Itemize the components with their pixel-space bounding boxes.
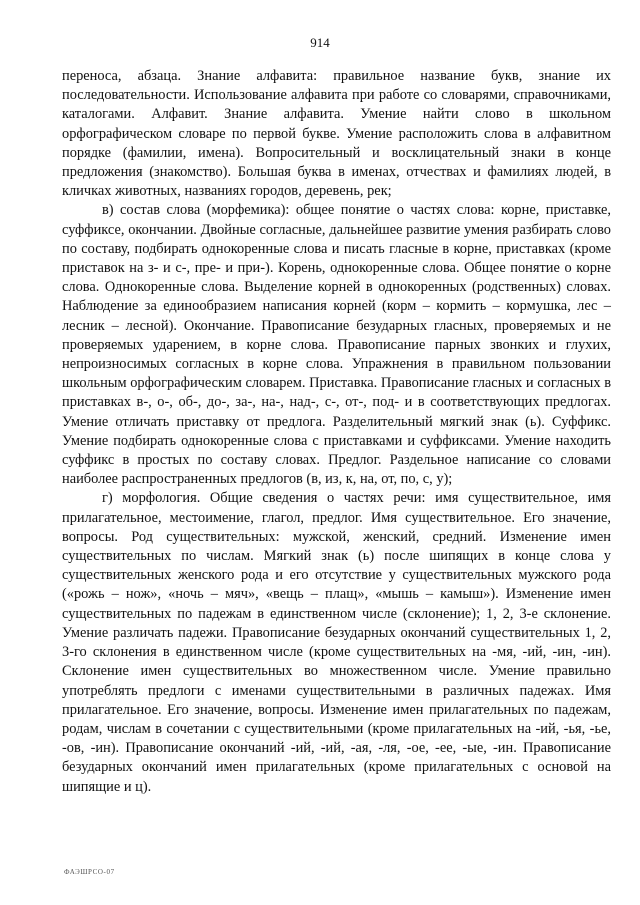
- page-number: 914: [310, 35, 330, 50]
- paragraph-word-structure: в) состав слова (морфемика): общее понятие о частях слова: корне, приставке, суффиксе, окончании. Двойные согласные, дальнейшее развитие умения разбирать слово по составу, подбирать однокоренные слова и писать гласные в корне, приставках (кроме приставок на з- и с-, пре- и при-). Корень, однокоренные слова. Общее понятие о корне слова. Однокоренные слова. Выделение корней в однокоренных (родственных) словах. Наблюдение за единообразием написания корней (корм – кормить – кормушка, лес – лесник – лесной). Окончание. Правописание безударных гласных, проверяемых и не проверяемых ударением, в корне слова. Правописание парных звонких и глухих, непроизносимых согласных в корне слова. Упражнения в правильном пользовании школьным орфографическим словарем. Приставка. Правописание гласных и согласных в приставках в-, о-, об-, до-, за-, на-, над-, с-, от-, под- и в соответствующих предлогах. Умение отличать приставку от предлога. Разделительный мягкий знак (ь). Суффикс. Умение подбирать однокоренные слова с приставками и суффиксами. Умение находить суффикс в простых по составу словах. Предлог. Раздельное написание со словами наиболее распространенных предлогов (в, из, к, на, от, по, с, у);: [62, 202, 611, 488]
- paragraph-continuation: переноса, абзаца. Знание алфавита: правильное название букв, знание их последовательности. Использование алфавита при работе со словарями, справочниками, каталогами. Алфавит. Знание алфавита. Умение найти слово в школьном орфографическом словаре по первой букве. Умение расположить слова в алфавитном порядке (фамилии, имена). Вопросительный и восклицательный знаки в конце предложения (знакомство). Большая буква в именах, отчествах и фамилиях людей, в кличках животных, названиях городов, деревень, рек;: [62, 68, 611, 200]
- body-text: [62, 67, 611, 797]
- footer-document-code: ФАЭШРСО-07: [64, 868, 115, 876]
- paragraph-morphology: г) морфология. Общие сведения о частях речи: имя существительное, имя прилагательное, местоимение, глагол, предлог. Имя существительное. Его значение, вопросы. Род существительных: мужской, женский, средний. Изменение имен существительных по числам. Мягкий знак (ь) после шипящих в конце слова у существительных женского рода и его отсутствие у существительных мужского рода («рожь – нож», «ночь – мяч», «вещь – плащ», «мышь – камыш»). Изменение имен существительных по падежам в единственном числе (склонение); 1, 2, 3-е склонение. Умение различать падежи. Правописание безударных окончаний существительных 1, 2, 3-го склонения в единственном числе (кроме существительных на -мя, -ий, -ин, -ин). Склонение имен существительных во множественном числе. Умение правильно употреблять предлоги с именами существительными в различных падежах. Имя прилагательное. Его значение, вопросы. Изменение имен прилагательных по падежам, родам, числам в сочетании с существительными (кроме прилагательных на -ий, -ья, -ье, -ов, -ин). Правописание окончаний -ий, -ий, -ая, -ля, -ое, -ее, -ые, -ин. Правописание безударных окончаний имен прилагательных (кроме прилагательных с основой на шипящие и ц).: [62, 490, 611, 795]
